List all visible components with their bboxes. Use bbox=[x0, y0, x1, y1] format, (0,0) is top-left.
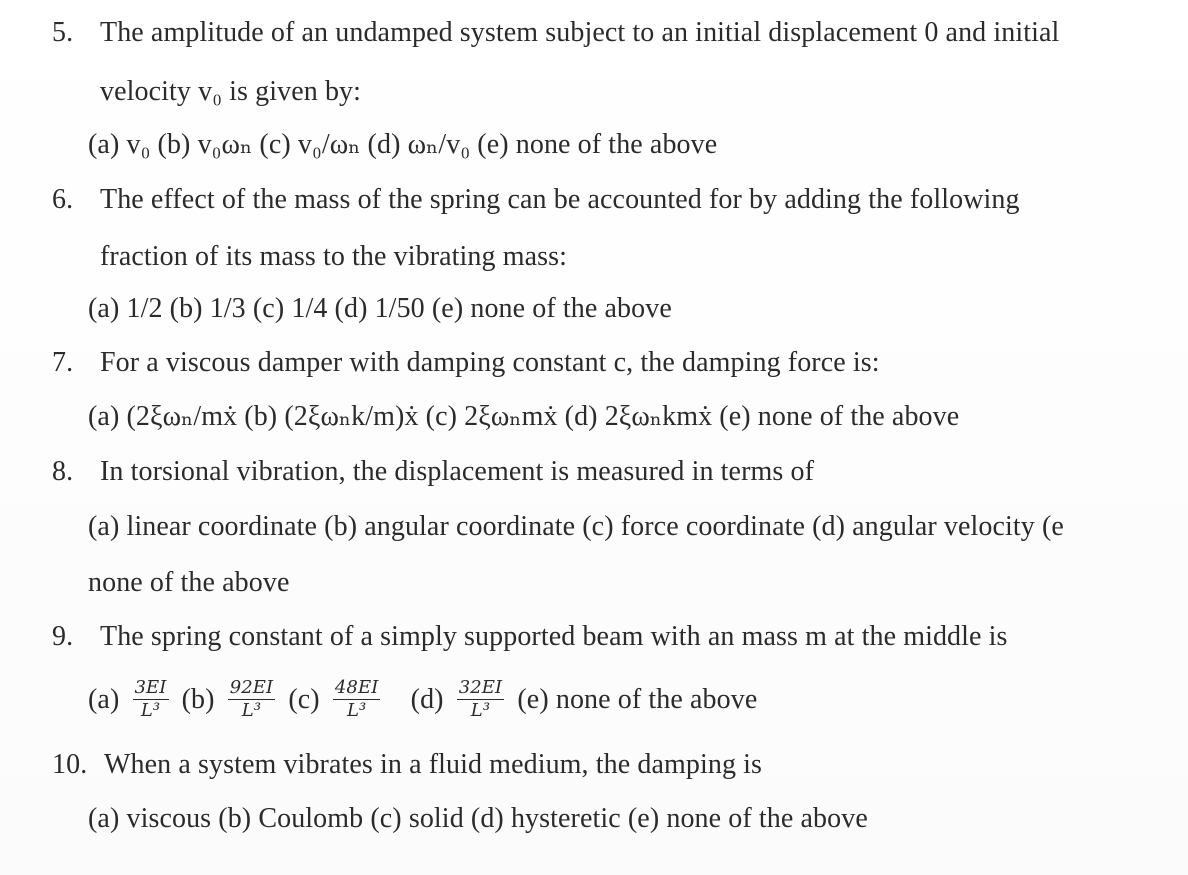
question-number: 8. bbox=[52, 456, 74, 487]
question-text: velocity v₀ is given by: bbox=[100, 76, 362, 107]
question-6-options bbox=[88, 292, 672, 326]
option-d-label: (d) bbox=[410, 684, 444, 715]
option-d-fraction bbox=[457, 678, 505, 721]
question-5-line-2 bbox=[100, 75, 361, 109]
answer-options: (a) linear coordinate (b) angular coordinate (c) force coordinate (d) angular velocity (e bbox=[88, 511, 1064, 542]
question-text: In torsional vibration, the displacement is measured in terms of bbox=[100, 456, 815, 487]
option-b-label: (b) bbox=[181, 684, 215, 715]
answer-options: (a) (2ξωₙ/mẋ (b) (2ξωₙk/m)ẋ (c) 2ξωₙmẋ (d) 2ξωₙkmẋ (e) none of the above bbox=[88, 401, 960, 432]
option-c-fraction bbox=[333, 678, 381, 721]
answer-options: (a) 1/2 (b) 1/3 (c) 1/4 (d) 1/50 (e) none of the above bbox=[88, 293, 672, 324]
fraction-numerator: 32EI bbox=[458, 677, 503, 699]
question-6-line-1 bbox=[52, 183, 1020, 217]
question-9-line-1 bbox=[52, 620, 1008, 654]
question-text: The effect of the mass of the spring can be accounted for by adding the following bbox=[100, 184, 1020, 215]
question-10-line-1 bbox=[52, 748, 762, 782]
question-10-options bbox=[88, 802, 868, 836]
answer-options: none of the above bbox=[88, 567, 290, 598]
question-number: 5. bbox=[52, 17, 74, 48]
question-text: When a system vibrates in a fluid medium, the damping is bbox=[104, 749, 763, 780]
question-text: The spring constant of a simply supported beam with an mass m at the middle is bbox=[100, 621, 1008, 652]
option-e-label: (e) none of the above bbox=[517, 684, 758, 715]
answer-options: (a) v₀ (b) v₀ωₙ (c) v₀/ωₙ (d) ωₙ/v₀ (e) none of the above bbox=[88, 129, 718, 160]
fraction-denominator: L³ bbox=[140, 700, 161, 722]
option-a-label: (a) bbox=[88, 684, 120, 715]
question-5-line-1 bbox=[52, 16, 1059, 50]
option-c-label: (c) bbox=[288, 684, 320, 715]
question-9-options bbox=[88, 678, 757, 723]
question-8-options bbox=[88, 510, 1064, 544]
question-7-line-1 bbox=[52, 346, 880, 380]
question-8-line-1 bbox=[52, 455, 814, 489]
question-number: 10. bbox=[52, 749, 88, 780]
fraction-denominator: L³ bbox=[241, 700, 262, 722]
fraction-denominator: L³ bbox=[346, 700, 367, 722]
question-7-options bbox=[88, 400, 959, 434]
question-8-options-continued bbox=[88, 566, 290, 600]
question-number: 9. bbox=[52, 621, 74, 652]
fraction-numerator: 92EI bbox=[229, 677, 274, 699]
question-5-options bbox=[88, 128, 717, 162]
option-a-fraction bbox=[133, 678, 169, 721]
fraction-numerator: 48EI bbox=[334, 677, 379, 699]
fraction-numerator: 3EI bbox=[134, 677, 167, 699]
question-text: fraction of its mass to the vibrating mass: bbox=[100, 241, 567, 272]
question-number: 7. bbox=[52, 347, 74, 378]
option-b-fraction bbox=[228, 678, 276, 721]
question-number: 6. bbox=[52, 184, 74, 215]
question-text: For a viscous damper with damping constant c, the damping force is: bbox=[100, 347, 880, 378]
fraction-denominator: L³ bbox=[470, 700, 491, 722]
answer-options: (a) viscous (b) Coulomb (c) solid (d) hysteretic (e) none of the above bbox=[88, 803, 868, 834]
question-6-line-2 bbox=[100, 240, 567, 274]
question-text: The amplitude of an undamped system subject to an initial displacement 0 and initial bbox=[100, 17, 1060, 48]
